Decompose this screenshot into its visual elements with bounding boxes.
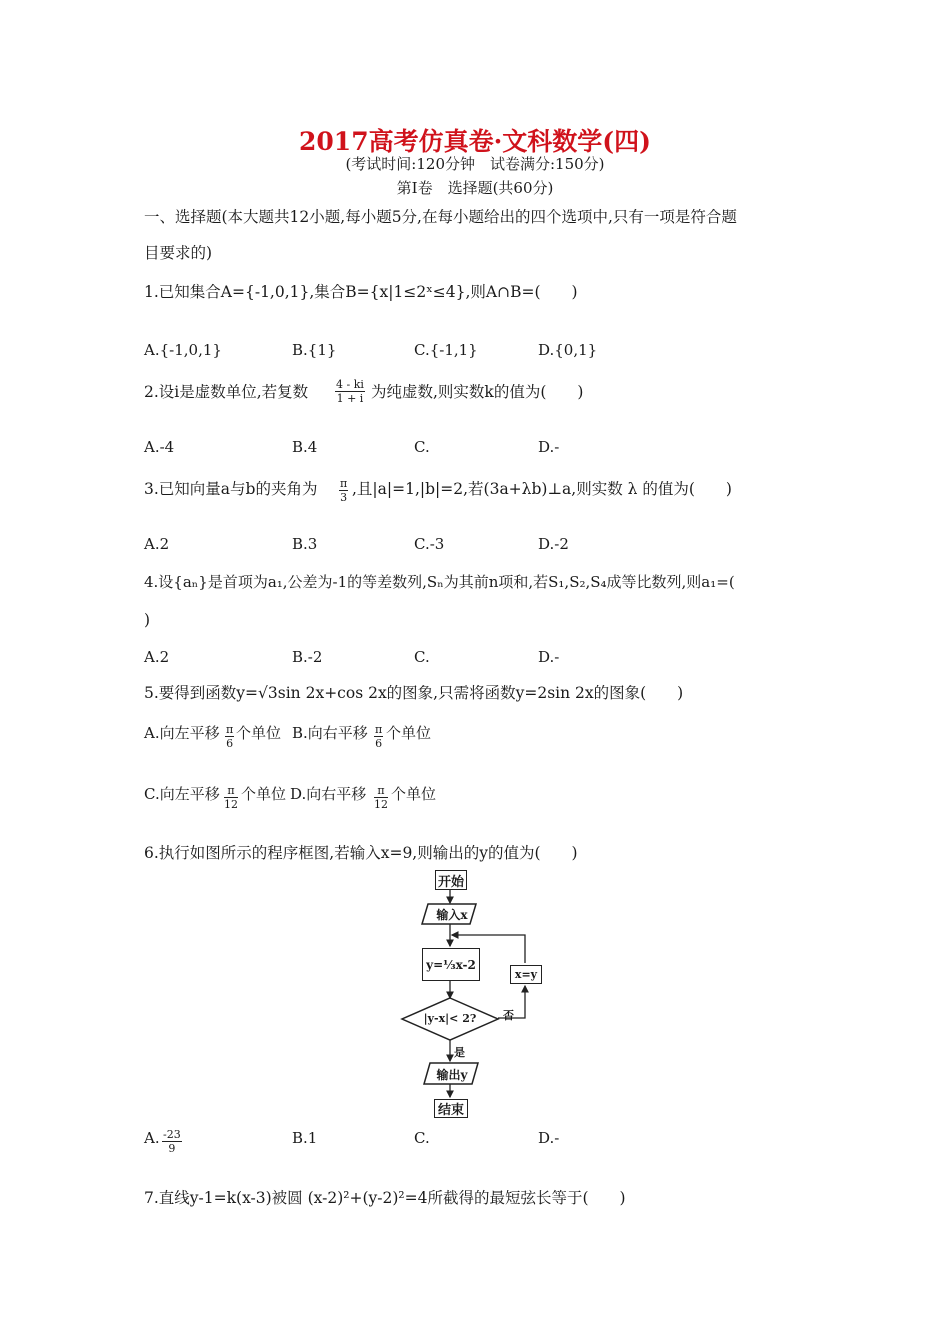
exam-info: (考试时间:120分钟 试卷满分:150分) — [345, 155, 605, 173]
q2-fraction — [335, 378, 365, 405]
q5-option-a-fraction — [225, 723, 234, 750]
q2-frac-numerator: 4 - ki — [336, 378, 364, 391]
q4-option-b: B.-2 — [292, 648, 323, 666]
q1-option-b: B.{1} — [292, 341, 337, 359]
section-intro-line1: 一、选择题(本大题共12小题,每小题5分,在每小题给出的四个选项中,只有一项是符合题 — [144, 208, 737, 226]
q5d-frac-denominator: 12 — [374, 798, 388, 811]
q5c-frac-denominator: 12 — [224, 798, 238, 811]
flowchart — [400, 868, 560, 1118]
flowchart-yes-label: 是 — [454, 1046, 465, 1059]
flowchart-decision-label: |y-x|< 2? — [423, 1012, 477, 1025]
question-1-stem: 1.已知集合A={-1,0,1},集合B={x|1≤2ˣ≤4},则A∩B=( ) — [144, 283, 578, 301]
question-2-stem-pre: 2.设i是虚数单位,若复数 — [144, 383, 309, 401]
q5-option-c-post: 个单位 — [241, 785, 287, 803]
q2-option-d: D.- — [538, 438, 560, 456]
q3-option-c: C.-3 — [414, 535, 445, 553]
question-4-stem-line1: 4.设{aₙ}是首项为a₁,公差为-1的等差数列,Sₙ为其前n项和,若S₁,S₂,S₄成等比数列,则a₁=( — [144, 573, 735, 591]
flowchart-input-label: 输入x — [436, 908, 468, 922]
question-3-stem-pre: 3.已知向量a与b的夹角为 — [144, 480, 318, 498]
q6a-frac-denominator: 9 — [168, 1142, 176, 1155]
flowchart-connectors — [400, 868, 560, 1118]
q3-fraction — [339, 477, 348, 504]
question-3-stem-post: ,且|a|=1,|b|=2,若(3a+λb)⊥a,则实数 λ 的值为( ) — [352, 480, 732, 498]
q3-option-a: A.2 — [144, 535, 170, 553]
q5d-frac-numerator: π — [374, 784, 388, 798]
q5a-frac-numerator: π — [226, 723, 234, 736]
q6-option-c: C. — [414, 1129, 430, 1147]
flowchart-assign: y=⅓x-2 — [422, 948, 480, 981]
question-4-stem-line2: ) — [144, 611, 151, 629]
question-6-stem: 6.执行如图所示的程序框图,若输入x=9,则输出的y的值为( ) — [144, 844, 578, 862]
flowchart-update: x=y — [510, 965, 542, 984]
q5-option-d-post: 个单位 — [391, 785, 437, 803]
q1-option-a: A.{-1,0,1} — [144, 341, 222, 359]
flowchart-start: 开始 — [435, 870, 467, 890]
q3-frac-numerator: π — [340, 477, 348, 490]
q5-option-b-post: 个单位 — [386, 724, 432, 742]
q4-option-a: A.2 — [144, 648, 170, 666]
page-title: 2017高考仿真卷·文科数学(四) — [299, 127, 651, 156]
q5-option-b-pre: B.向右平移 — [292, 724, 368, 742]
q6-option-d: D.- — [538, 1129, 560, 1147]
flowchart-no-label: 否 — [503, 1009, 514, 1022]
q5-option-c-fraction — [224, 784, 238, 811]
q6-option-b: B.1 — [292, 1129, 318, 1147]
q3-option-d: D.-2 — [538, 535, 569, 553]
q5-option-a-pre: A.向左平移 — [144, 724, 220, 742]
q6-option-a-fraction — [162, 1128, 182, 1155]
question-2-stem-post: 为纯虚数,则实数k的值为( ) — [371, 383, 584, 401]
q5-option-c-pre: C.向左平移 — [144, 785, 220, 803]
flowchart-output-label: 输出y — [436, 1068, 468, 1082]
q6-option-a-pre: A. — [144, 1129, 160, 1147]
q4-option-d: D.- — [538, 648, 560, 666]
q5c-frac-numerator: π — [224, 784, 238, 798]
q5a-frac-denominator: 6 — [226, 737, 234, 750]
q2-frac-denominator: 1 + i — [336, 392, 364, 405]
q5b-frac-denominator: 6 — [375, 737, 383, 750]
question-5-stem: 5.要得到函数y=√3sin 2x+cos 2x的图象,只需将函数y=2sin 2x的图象( ) — [144, 684, 684, 702]
q5b-frac-numerator: π — [375, 723, 383, 736]
q5-option-a-post: 个单位 — [236, 724, 282, 742]
q4-option-c: C. — [414, 648, 430, 666]
section-intro-line2: 目要求的) — [144, 244, 213, 262]
question-7-stem: 7.直线y-1=k(x-3)被圆 (x-2)²+(y-2)²=4所截得的最短弦长等于( ) — [144, 1189, 626, 1207]
q5-option-d-fraction — [374, 784, 388, 811]
q1-option-d: D.{0,1} — [538, 341, 598, 359]
q3-frac-denominator: 3 — [340, 491, 348, 504]
q1-option-c: C.{-1,1} — [414, 341, 478, 359]
q2-option-c: C. — [414, 438, 430, 456]
q5-option-b-fraction — [374, 723, 383, 750]
q2-option-b: B.4 — [292, 438, 318, 456]
q5-option-d-pre: D.向右平移 — [290, 785, 367, 803]
q6a-frac-numerator: -23 — [163, 1128, 181, 1141]
flowchart-end: 结束 — [434, 1099, 468, 1118]
section-heading: 第Ⅰ卷 选择题(共60分) — [396, 179, 554, 197]
q3-option-b: B.3 — [292, 535, 318, 553]
q2-option-a: A.-4 — [144, 438, 175, 456]
